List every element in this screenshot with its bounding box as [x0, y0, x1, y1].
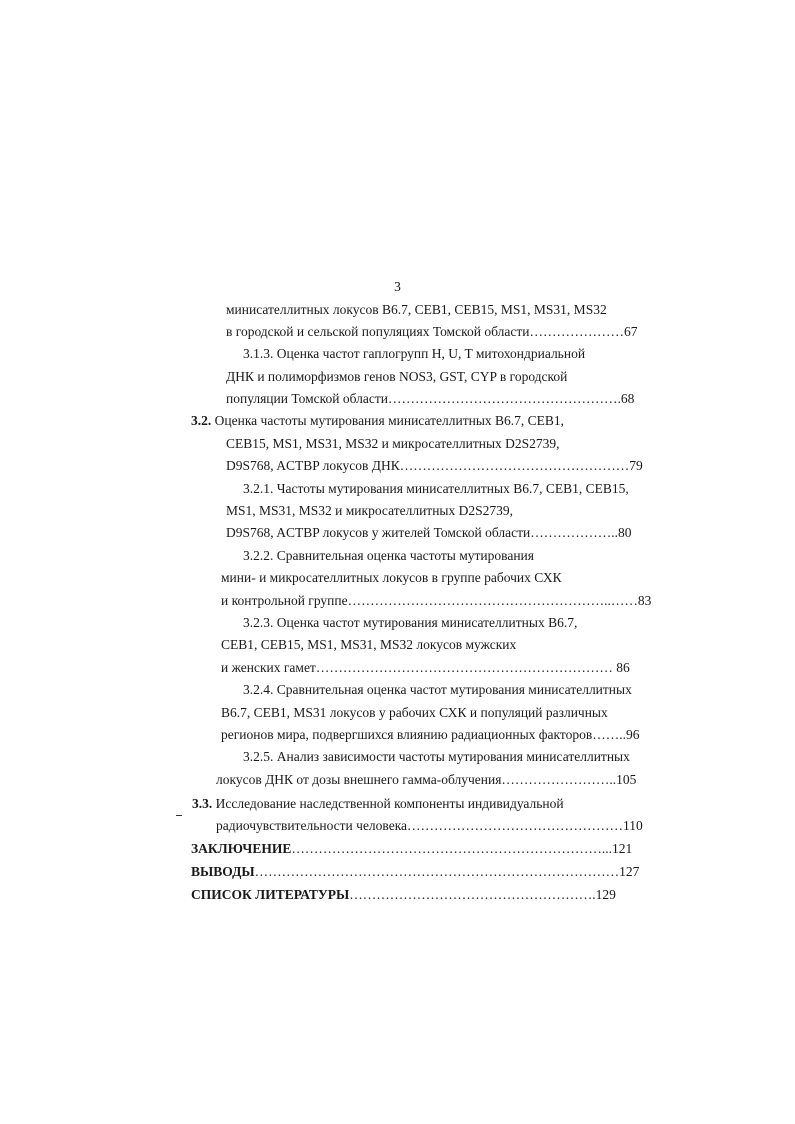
toc-line-text: В6.7, СЕВ1, MS31 локусов у рабочих СХК и популяций различных	[221, 705, 608, 720]
toc-line	[221, 570, 562, 586]
toc-line-text: СЕВ1, СЕВ15, MS1, MS31, MS32 локусов мужских	[221, 637, 517, 652]
toc-line	[243, 481, 629, 497]
toc-line-text: D9S768, ACTBP локусов ДНК……………………………………………79	[226, 458, 643, 473]
toc-line-text: Исследование наследственной компоненты индивидуальной	[212, 796, 564, 811]
toc-line	[226, 369, 567, 385]
toc-line	[226, 458, 643, 474]
toc-line	[226, 391, 634, 407]
toc-line-text: ……………………………………………….129	[349, 887, 616, 902]
section-number: 3.2.	[191, 413, 212, 428]
scan-mark	[176, 815, 182, 816]
section-number: 3.3.	[192, 796, 213, 811]
toc-line-text: 3.2.5. Анализ зависимости частоты мутирования минисателлитных	[243, 749, 630, 764]
toc-line-text: и контрольной группе…………………………………………………..……83	[221, 593, 652, 608]
page-number: 3	[394, 279, 401, 294]
toc-line-text: 3.1.3. Оценка частот гаплогрупп H, U, T митохондриальной	[243, 346, 586, 361]
toc-line	[216, 818, 643, 834]
toc-line-text: локусов ДНК от дозы внешнего гамма-облучения……………………..105	[216, 772, 637, 787]
toc-line	[221, 705, 608, 721]
toc-line-text: в городской и сельской популяциях Томской области…………………67	[226, 324, 638, 339]
toc-line-text: D9S768, ACTBP локусов у жителей Томской области………………..80	[226, 525, 632, 540]
toc-line-text: 3.2.3. Оценка частот мутирования минисателлитных В6.7,	[243, 615, 578, 630]
toc-line	[226, 525, 632, 541]
toc-line-text: 3.2.4. Сравнительная оценка частот мутирования минисателлитных	[243, 682, 632, 697]
toc-line	[226, 503, 513, 519]
toc-heading: ЗАКЛЮЧЕНИЕ	[191, 841, 292, 856]
toc-line	[191, 864, 639, 880]
toc-heading: ВЫВОДЫ	[191, 864, 255, 879]
toc-line-text: СЕВ15, MS1, MS31, MS32 и микросателлитных D2S2739,	[226, 436, 560, 451]
toc-line	[221, 593, 651, 609]
toc-line	[243, 346, 585, 362]
toc-line	[226, 436, 560, 452]
toc-line	[243, 615, 577, 631]
toc-line-text: ………………………………………………………………………127	[254, 864, 640, 879]
toc-line-text: MS1, MS31, MS32 и микросателлитных D2S2739,	[226, 503, 514, 518]
toc-line-text: мини- и микросателлитных локусов в группе рабочих СХК	[221, 570, 562, 585]
toc-heading: СПИСОК ЛИТЕРАТУРЫ	[191, 887, 350, 902]
toc-line	[191, 887, 616, 903]
toc-line	[216, 772, 636, 788]
toc-line-text: и женских гамет………………………………………………………… 86	[221, 660, 630, 675]
toc-line-text: минисателлитных локусов В6.7, СЕВ1, СЕВ15, MS1, MS31, MS32	[226, 302, 607, 317]
toc-line	[243, 749, 630, 765]
toc-line-text: Оценка частоты мутирования минисателлитных В6.7, СЕВ1,	[211, 413, 565, 428]
toc-line	[221, 637, 516, 653]
toc-line	[192, 796, 564, 812]
toc-line	[221, 727, 640, 743]
toc-line-text: ……………………………………………………………...121	[291, 841, 633, 856]
toc-line	[243, 682, 632, 698]
toc-line-text: ДНК и полиморфизмов генов NOS3, GST, CYP в городской	[226, 369, 568, 384]
toc-line-text: регионов мира, подвергшихся влиянию радиационных факторов……..96	[221, 727, 640, 742]
toc-line	[191, 841, 632, 857]
toc-line	[191, 413, 564, 429]
toc-line	[226, 324, 637, 340]
toc-line	[243, 548, 534, 564]
toc-line	[226, 302, 607, 318]
toc-line-text: 3.2.2. Сравнительная оценка частоты мутирования	[243, 548, 534, 563]
toc-line-text: 3.2.1. Частоты мутирования минисателлитных В6.7, СЕВ1, СЕВ15,	[243, 481, 629, 496]
toc-line	[221, 660, 630, 676]
toc-line-text: популяции Томской области…………………………………………….68	[226, 391, 635, 406]
toc-line-text: радиочувствительности человека…………………………………………110	[216, 818, 643, 833]
